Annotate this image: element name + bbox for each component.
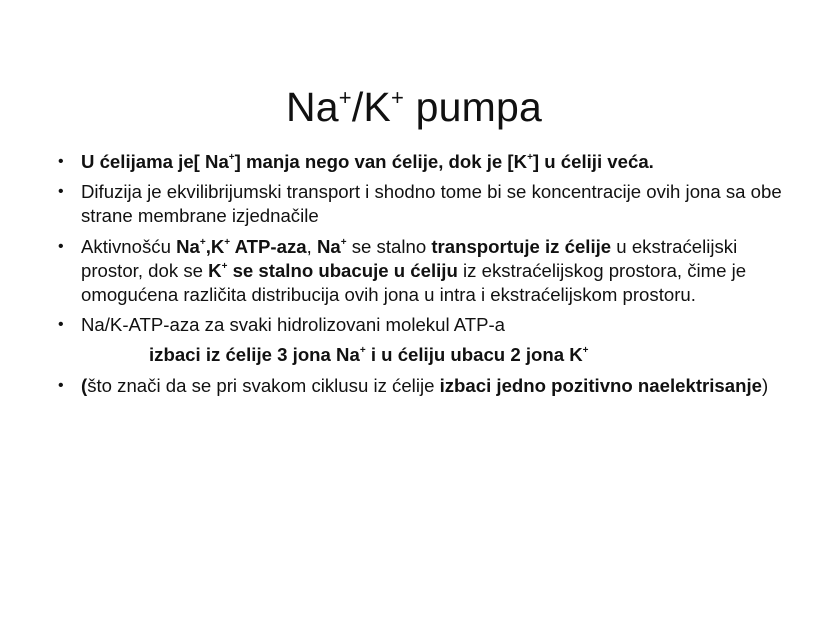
text-run: u ekstraćelijski prostor, dok se <box>81 235 738 281</box>
text-run: , <box>306 235 317 257</box>
text-run: Aktivnošću <box>81 235 177 257</box>
bullet-item <box>56 235 796 308</box>
superscript-charge: + <box>340 236 347 248</box>
bullet-text <box>81 151 654 172</box>
bold-text: Na <box>176 235 200 257</box>
bold-text: se stalno ubacuje u ćeliju <box>227 259 458 281</box>
bullet-dot-icon: • <box>58 376 64 394</box>
superscript-charge: + <box>228 152 235 163</box>
bullet-text <box>81 236 746 305</box>
bold-text: izbaci jedno pozitivno naelektrisanje <box>439 374 762 396</box>
superscript-charge: + <box>224 236 231 248</box>
bullet-dot-icon: • <box>58 153 64 170</box>
bullet-dot-icon: • <box>58 316 64 334</box>
bullet-item <box>56 374 796 398</box>
title-na: Na <box>285 84 339 131</box>
bold-text: i u ćeliju ubacu 2 jona K <box>365 344 583 366</box>
superscript-charge: + <box>582 345 589 357</box>
title-k: /K <box>351 84 391 131</box>
superscript-charge: + <box>221 260 228 272</box>
slide-title <box>0 79 828 135</box>
bold-text: K <box>208 259 222 281</box>
text-run: se stalno <box>346 235 432 257</box>
superscript-charge: + <box>359 345 366 357</box>
title-pumpa: pumpa <box>404 84 543 131</box>
bullet-dot-icon: • <box>58 183 64 201</box>
bold-text: ATP-aza <box>230 235 307 257</box>
bullet-item <box>56 313 796 337</box>
title-sup-plus: + <box>338 85 352 111</box>
bullet-item <box>56 150 796 174</box>
text-run: što znači da se pri svakom ciklusu iz ćelije <box>87 374 440 396</box>
text-run: Na/K-ATP-aza za svaki hidrolizovani molekul ATP-a <box>81 314 506 336</box>
bold-text: ] manja nego van ćelije, dok je [K <box>234 151 528 172</box>
indented-text <box>149 344 589 365</box>
bullet-dot-icon: • <box>58 237 64 255</box>
superscript-charge: + <box>527 152 533 163</box>
bold-text: transportuje iz ćelije <box>431 235 612 257</box>
text-run: ) <box>761 374 769 396</box>
bullet-list <box>56 150 796 404</box>
bold-text: U ćelijama je[ Na <box>81 151 229 172</box>
bold-text: ( <box>81 374 88 396</box>
bold-text: ,K <box>205 235 225 257</box>
superscript-charge: + <box>199 236 206 248</box>
title-sup-plus: + <box>390 85 405 111</box>
bullet-text <box>81 314 505 335</box>
bold-text: Na <box>316 235 341 257</box>
text-run: Difuzija je ekvilibrijumski transport i shodno tome bi se koncentracije ovih jona sa obe strane membrane izjednačile <box>81 181 782 227</box>
bullet-text <box>81 181 782 226</box>
bold-text: ] u ćeliji veća. <box>532 151 654 172</box>
bullet-text <box>81 375 768 396</box>
indented-statement <box>56 343 796 367</box>
bullet-item <box>56 180 796 228</box>
text-run: iz ekstraćelijskog prostora, čime je omogućena različita distribucija ovih jona u intra i ekstraćelijskom prostoru. <box>81 259 747 306</box>
bold-text: izbaci iz ćelije 3 jona Na <box>149 344 360 366</box>
